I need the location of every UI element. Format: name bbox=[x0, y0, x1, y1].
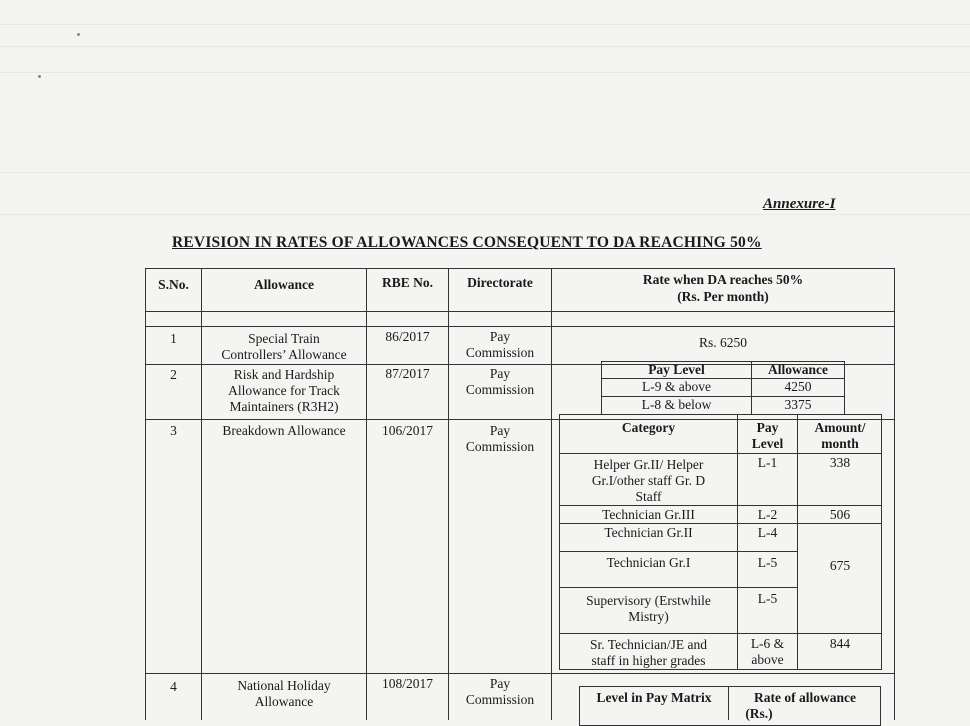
holiday-header-rate: Rate of allowance bbox=[754, 690, 856, 705]
header-directorate: Directorate bbox=[467, 275, 533, 290]
breakdown-category: Supervisory (Erstwhile bbox=[586, 593, 711, 608]
row-directorate: Pay bbox=[489, 329, 511, 344]
row-rbe: 106/2017 bbox=[381, 423, 433, 438]
scan-artifact bbox=[0, 172, 970, 173]
breakdown-level: L-1 bbox=[757, 455, 778, 470]
row-sno: 3 bbox=[170, 423, 177, 438]
breakdown-header-pay: Pay bbox=[756, 420, 779, 435]
holiday-header-level: Level in Pay Matrix bbox=[596, 690, 712, 705]
header-sno: S.No. bbox=[158, 277, 189, 292]
breakdown-amount: 506 bbox=[829, 507, 851, 522]
scan-artifact bbox=[0, 46, 970, 47]
row-allowance: Maintainers (R3H2) bbox=[229, 399, 339, 414]
scan-speck bbox=[38, 75, 41, 78]
breakdown-category: Technician Gr.I bbox=[606, 555, 691, 570]
row-allowance: Breakdown Allowance bbox=[222, 423, 346, 438]
row-directorate: Pay bbox=[489, 366, 511, 381]
risk-level: L-8 & below bbox=[641, 397, 712, 412]
row-allowance: Controllers’ Allowance bbox=[221, 347, 347, 362]
breakdown-category: Sr. Technician/JE and bbox=[590, 637, 707, 652]
breakdown-level: L-4 bbox=[757, 525, 778, 540]
row-sno: 2 bbox=[170, 367, 177, 382]
header-rbe: RBE No. bbox=[381, 275, 433, 290]
row-directorate: Commission bbox=[465, 382, 535, 397]
breakdown-level: L-5 bbox=[757, 555, 778, 570]
breakdown-category: Technician Gr.II bbox=[604, 525, 693, 540]
breakdown-category: Mistry) bbox=[628, 609, 669, 624]
risk-level: L-9 & above bbox=[642, 379, 711, 394]
scan-speck bbox=[77, 33, 80, 36]
row-directorate: Pay bbox=[489, 423, 511, 438]
row-allowance: National Holiday bbox=[237, 678, 331, 693]
breakdown-category: Gr.I/other staff Gr. D bbox=[591, 473, 706, 488]
row-directorate: Pay bbox=[489, 676, 511, 691]
row-rate: Rs. 6250 bbox=[698, 335, 747, 350]
row-directorate: Commission bbox=[465, 345, 535, 360]
row-rbe: 86/2017 bbox=[385, 329, 430, 344]
row-sno: 1 bbox=[170, 331, 177, 346]
breakdown-header-amount: month bbox=[821, 436, 859, 451]
scan-artifact bbox=[0, 24, 970, 25]
header-rate: Rate when DA reaches 50% bbox=[642, 272, 804, 287]
row-allowance: Allowance bbox=[254, 694, 314, 709]
row-directorate: Commission bbox=[465, 439, 535, 454]
risk-header-level: Pay Level bbox=[648, 362, 705, 377]
breakdown-category: Helper Gr.II/ Helper bbox=[593, 457, 704, 472]
row-directorate: Commission bbox=[465, 692, 535, 707]
row-sno: 4 bbox=[170, 679, 177, 694]
breakdown-category: Staff bbox=[635, 489, 662, 504]
breakdown-amount: 338 bbox=[829, 455, 851, 470]
row-rbe: 87/2017 bbox=[385, 366, 430, 381]
breakdown-amount: 844 bbox=[829, 636, 851, 651]
scan-artifact bbox=[0, 214, 970, 215]
breakdown-level: L-6 & bbox=[750, 636, 785, 651]
breakdown-header-pay: Level bbox=[751, 436, 784, 451]
header-allowance: Allowance bbox=[254, 277, 314, 292]
breakdown-amount: 675 bbox=[829, 558, 851, 573]
row-allowance: Special Train bbox=[248, 331, 320, 346]
breakdown-category: staff in higher grades bbox=[591, 653, 706, 668]
header-rate-sub: (Rs. Per month) bbox=[677, 289, 769, 304]
risk-header-allowance: Allowance bbox=[768, 362, 828, 377]
row-allowance: Allowance for Track bbox=[228, 383, 340, 398]
breakdown-header-category: Category bbox=[621, 420, 676, 435]
document-title: REVISION IN RATES OF ALLOWANCES CONSEQUENT TO DA REACHING 50% bbox=[172, 234, 762, 251]
scan-artifact bbox=[0, 72, 970, 73]
breakdown-header-amount: Amount/ bbox=[814, 420, 866, 435]
row-rbe: 108/2017 bbox=[381, 676, 433, 691]
breakdown-category: Technician Gr.III bbox=[602, 507, 695, 522]
row-allowance: Risk and Hardship bbox=[233, 367, 335, 382]
risk-allowance: 4250 bbox=[784, 379, 812, 394]
risk-allowance: 3375 bbox=[784, 397, 812, 412]
breakdown-level: above bbox=[751, 652, 784, 667]
holiday-header-rate: (Rs.) bbox=[745, 706, 773, 721]
breakdown-level: L-2 bbox=[757, 507, 778, 522]
breakdown-level: L-5 bbox=[757, 591, 778, 606]
annexure-label: Annexure-I bbox=[763, 196, 836, 212]
